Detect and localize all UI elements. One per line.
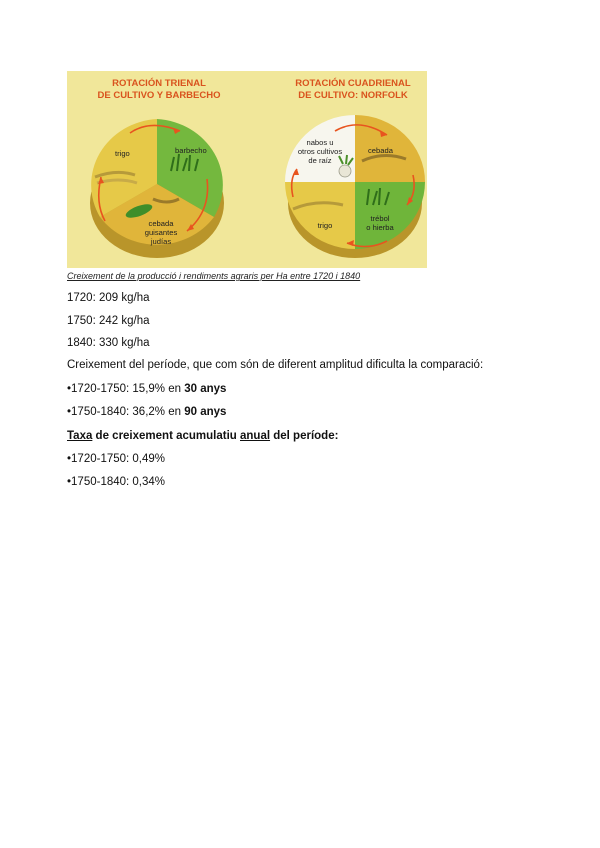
label-nabos-3: de raíz: [308, 156, 332, 165]
rate-heading-anual: anual: [240, 430, 271, 442]
norfolk-rotation-disc: [285, 115, 425, 258]
rate-heading-mid: de creixement acumulatiu: [92, 430, 240, 442]
crop-rotation-illustration: [67, 71, 427, 268]
rate-heading-taxa: Taxa: [67, 430, 93, 442]
growth-1750-1840: [67, 406, 226, 418]
crop-rotation-figure: [67, 71, 427, 268]
rate-heading-end: del període:: [270, 430, 339, 442]
left-title-line2: DE CULTIVO Y BARBECHO: [97, 90, 221, 101]
right-title-line2: DE CULTIVO: NORFOLK: [298, 90, 408, 101]
growth-intro: Creixement del període, que com són de diferent amplitud dificulta la comparació:: [67, 359, 484, 371]
rate-1750-1840: •1750-1840: 0,34%: [67, 476, 166, 488]
label-nabos-1: nabos u: [306, 138, 334, 147]
label-trigo-left: trigo: [115, 149, 130, 158]
label-trigo-right: trigo: [317, 221, 333, 230]
label-guisantes: guisantes: [144, 228, 178, 237]
label-trebol-2: o hierba: [366, 223, 394, 232]
label-nabos-2: otros cultivos: [297, 147, 343, 156]
label-cebada-left: cebada: [148, 219, 174, 228]
growth-range: •1720-1750: 15,9% en: [67, 383, 185, 395]
label-trebol-1: trébol: [370, 214, 390, 223]
growth-1720-1750: [67, 383, 226, 395]
left-title-line1: ROTACIÓN TRIENAL: [112, 78, 206, 89]
label-judias: judías: [150, 237, 172, 246]
growth-range: •1750-1840: 36,2% en: [67, 406, 185, 418]
label-barbecho: barbecho: [175, 146, 207, 155]
rate-1720-1750: •1720-1750: 0,49%: [67, 453, 166, 465]
label-cebada-right: cebada: [368, 146, 393, 155]
figure-caption: Creixement de la producció i rendiments agraris per Ha entre 1720 i 1840: [67, 271, 361, 281]
right-title-line1: ROTACIÓN CUADRIENAL: [295, 78, 411, 89]
yield-1750: 1750: 242 kg/ha: [67, 315, 150, 327]
yield-1840: 1840: 330 kg/ha: [67, 337, 150, 349]
rate-heading: [67, 430, 338, 442]
growth-span: 30 anys: [184, 383, 227, 395]
yield-1720: 1720: 209 kg/ha: [67, 292, 150, 304]
growth-span: 90 anys: [184, 406, 227, 418]
